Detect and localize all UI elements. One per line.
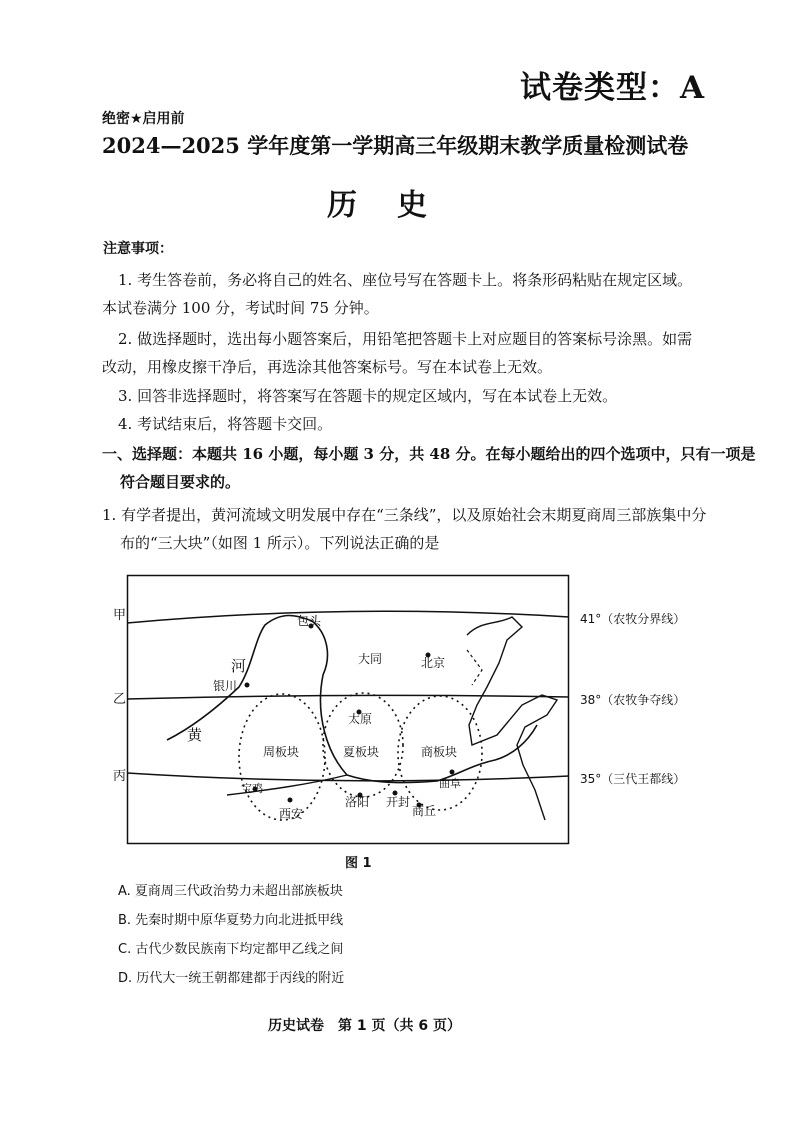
city-yinchuan: 银川 [213, 679, 238, 693]
river-char-he: 河 [231, 657, 247, 675]
city-datong: 大同 [358, 652, 383, 666]
line-bing-description: 35°（三代王都线） [580, 772, 686, 786]
notice-heading: 注意事项： [103, 241, 173, 257]
shang-block-label: 商板块 [421, 745, 458, 759]
zhou-block-label: 周板块 [263, 745, 300, 759]
city-baoji: 宝鸡 [241, 782, 263, 795]
city-shangqiu: 商丘 [412, 804, 437, 818]
line-bing-label: 丙 [113, 769, 127, 784]
city-beijing: 北京 [421, 656, 446, 670]
xian-dot [288, 798, 293, 803]
question-stem-cont: 布的“三大块”（如图 1 所示）。下列说法正确的是 [120, 534, 440, 552]
city-qufu: 曲阜 [439, 777, 461, 790]
city-baotou: 包头 [297, 614, 322, 628]
subject-title: 历史 [327, 188, 467, 223]
river-char-huang: 黄 [187, 726, 203, 744]
line-jia-description: 41°（农牧分界线） [580, 612, 686, 626]
line-yi-description: 38°（农牧争夺线） [580, 693, 686, 707]
city-kaifeng: 开封 [386, 795, 411, 809]
city-taiyuan: 太原 [348, 712, 373, 726]
notice-item: 本试卷满分 100 分，考试时间 75 分钟。 [102, 299, 379, 317]
option-a: A. 夏商周三代政治势力未超出部族板块 [118, 884, 343, 899]
page-footer: 历史试卷 第 1 页（共 6 页） [268, 1018, 461, 1034]
section-heading: 一、选择题：本题共 16 小题，每小题 3 分，共 48 分。在每小题给出的四个选项中，只有一项是 [102, 445, 756, 463]
notice-item: 4. 考试结束后，将答题卡交回。 [118, 415, 333, 433]
exam-title: 2024—2025 学年度第一学期高三年级期末教学质量检测试卷 [102, 133, 689, 158]
yinchuan-dot [245, 683, 250, 688]
section-heading-cont: 符合题目要求的。 [120, 473, 241, 491]
option-b: B. 先秦时期中原华夏势力向北进抵甲线 [118, 913, 344, 928]
notice-item: 1. 考生答卷前，务必将自己的姓名、座位号写在答题卡上。将条形码粘贴在规定区域。 [118, 271, 693, 289]
question-stem: 1. 有学者提出，黄河流域文明发展中存在“三条线”，以及原始社会末期夏商周三部族集中分 [102, 506, 707, 524]
city-luoyang: 洛阳 [345, 795, 370, 809]
qufu-dot [450, 770, 455, 775]
figure-caption: 图 1 [345, 856, 372, 871]
map-svg [127, 575, 569, 844]
line-jia-label: 甲 [113, 608, 127, 623]
city-xian: 西安 [279, 807, 304, 821]
paper-type-label: 试卷类型：A [520, 70, 706, 106]
notice-item: 改动，用橡皮擦干净后，再选涂其他答案标号。写在本试卷上无效。 [102, 358, 553, 376]
option-c: C. 古代少数民族南下均定都甲乙线之间 [118, 942, 344, 957]
secret-mark: 绝密★启用前 [102, 111, 185, 127]
xia-block-label: 夏板块 [343, 745, 380, 759]
notice-item: 3. 回答非选择题时，将答案写在答题卡的规定区域内，写在本试卷上无效。 [118, 387, 618, 405]
notice-item: 2. 做选择题时，选出每小题答案后，用铅笔把答题卡上对应题目的答案标号涂黑。如需 [118, 330, 693, 348]
map-figure [127, 575, 569, 844]
line-yi-label: 乙 [113, 692, 127, 707]
option-d: D. 历代大一统王朝都建都于丙线的附近 [118, 971, 345, 986]
